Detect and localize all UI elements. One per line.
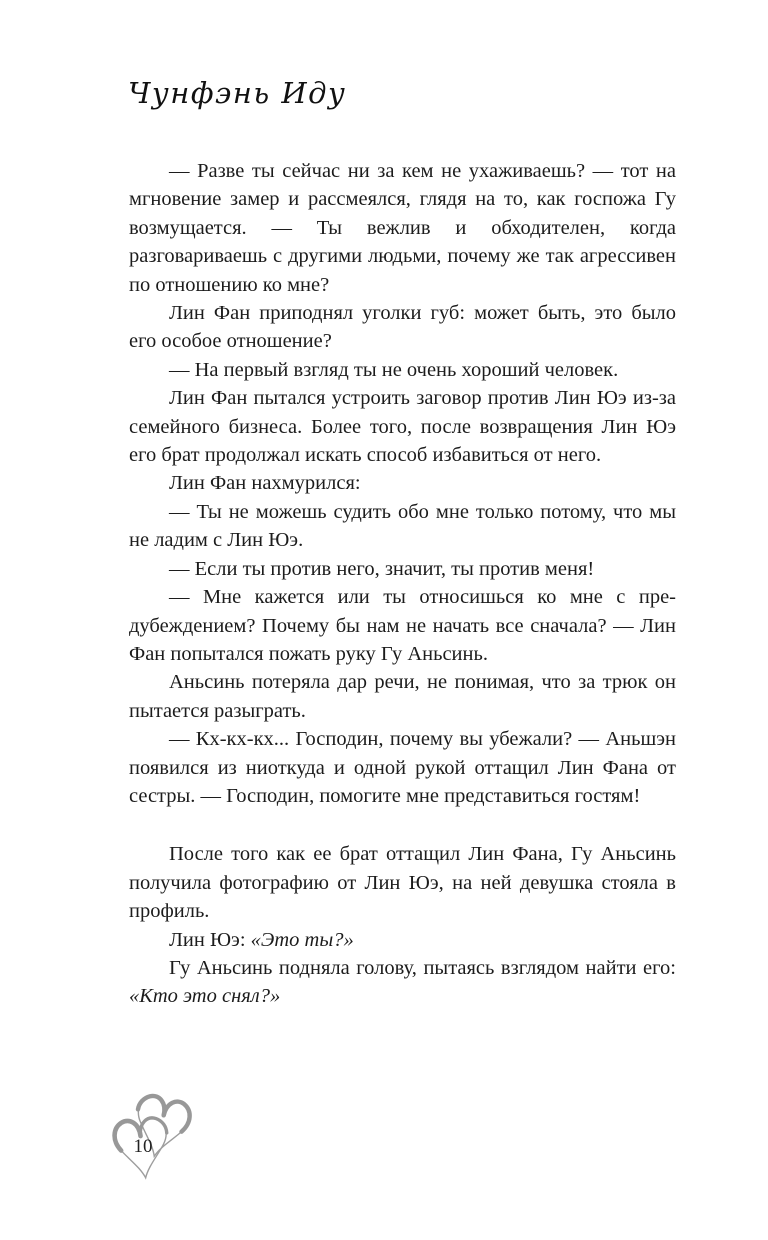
paragraph [129,555,676,583]
quoted-message-text: «Кто это снял?» [129,985,281,1008]
running-header: Чунфэнь Иду [128,76,347,110]
paragraph-text: — Разве ты сейчас ни за кем не ухаживаешь? — тот на мгновение замер и рассмеялся, глядя на то, как госпожа Гу возмущается. — Ты вежлив и обходителен, когда разговариваешь с другими людьми, почему же так агрессивен по отношению ко мне? [129,160,676,296]
paragraph-text: Гу Аньсинь подняла голову, пытаясь взглядом найти его: [169,956,676,979]
page-number: 10 [133,1136,153,1157]
paragraph-text: Лин Фан пытался устроить заговор против Лин Юэ из-за семейного бизнеса. Более того, после возвращения Лин Юэ его брат продолжал искать способ избавиться от него. [129,387,676,467]
paragraph [129,157,676,299]
paragraph-text: После того как ее брат оттащил Лин Фана, Гу Аньсинь получила фотографию от Лин Юэ, на ней девушка стояла в профиль. [129,843,676,923]
paragraph [129,583,676,668]
paragraph [129,926,676,954]
paragraph-text: Лин Фан приподнял уголки губ: может быть, это было его особое отношение? [129,302,676,353]
hearts-decoration [95,1090,215,1200]
paragraph [129,954,676,1011]
paragraph-text: — Кх-кх-кх... Господин, почему вы убежали? — Аньшэн появился из ниоткуда и одной рукой оттащил Лин Фана от сестры. — Господин, помогите мне представиться гостям! [129,728,676,807]
paragraph [129,725,676,810]
quoted-message-text: «Это ты?» [250,928,354,951]
paragraph-text: Аньсинь потеряла дар речи, не понимая, что за трюк он пытается разыграть. [129,671,676,722]
paragraph [129,384,676,469]
paragraph [129,498,676,555]
paragraph [129,356,676,384]
page-body [129,157,676,1011]
paragraph-text: — Ты не можешь судить обо мне только потому, что мы не ладим с Лин Юэ. [129,500,676,552]
paragraph-text: Лин Фан нахмурился: [169,472,361,495]
paragraph-text: — Если ты против него, значит, ты против меня! [169,557,595,580]
paragraph [129,469,676,497]
paragraph [129,668,676,725]
paragraph-text: — На первый взгляд ты не очень хороший человек. [169,358,619,381]
paragraph [129,299,676,356]
paragraph [129,840,676,925]
paragraph-text: — Мне кажется или ты относишься ко мне с предубеждением? Почему бы нам не начать все сначала? — Лин Фан попытался пожать руку Гу Аньсинь. [129,586,676,665]
paragraph-text: Лин Юэ: [169,928,251,951]
